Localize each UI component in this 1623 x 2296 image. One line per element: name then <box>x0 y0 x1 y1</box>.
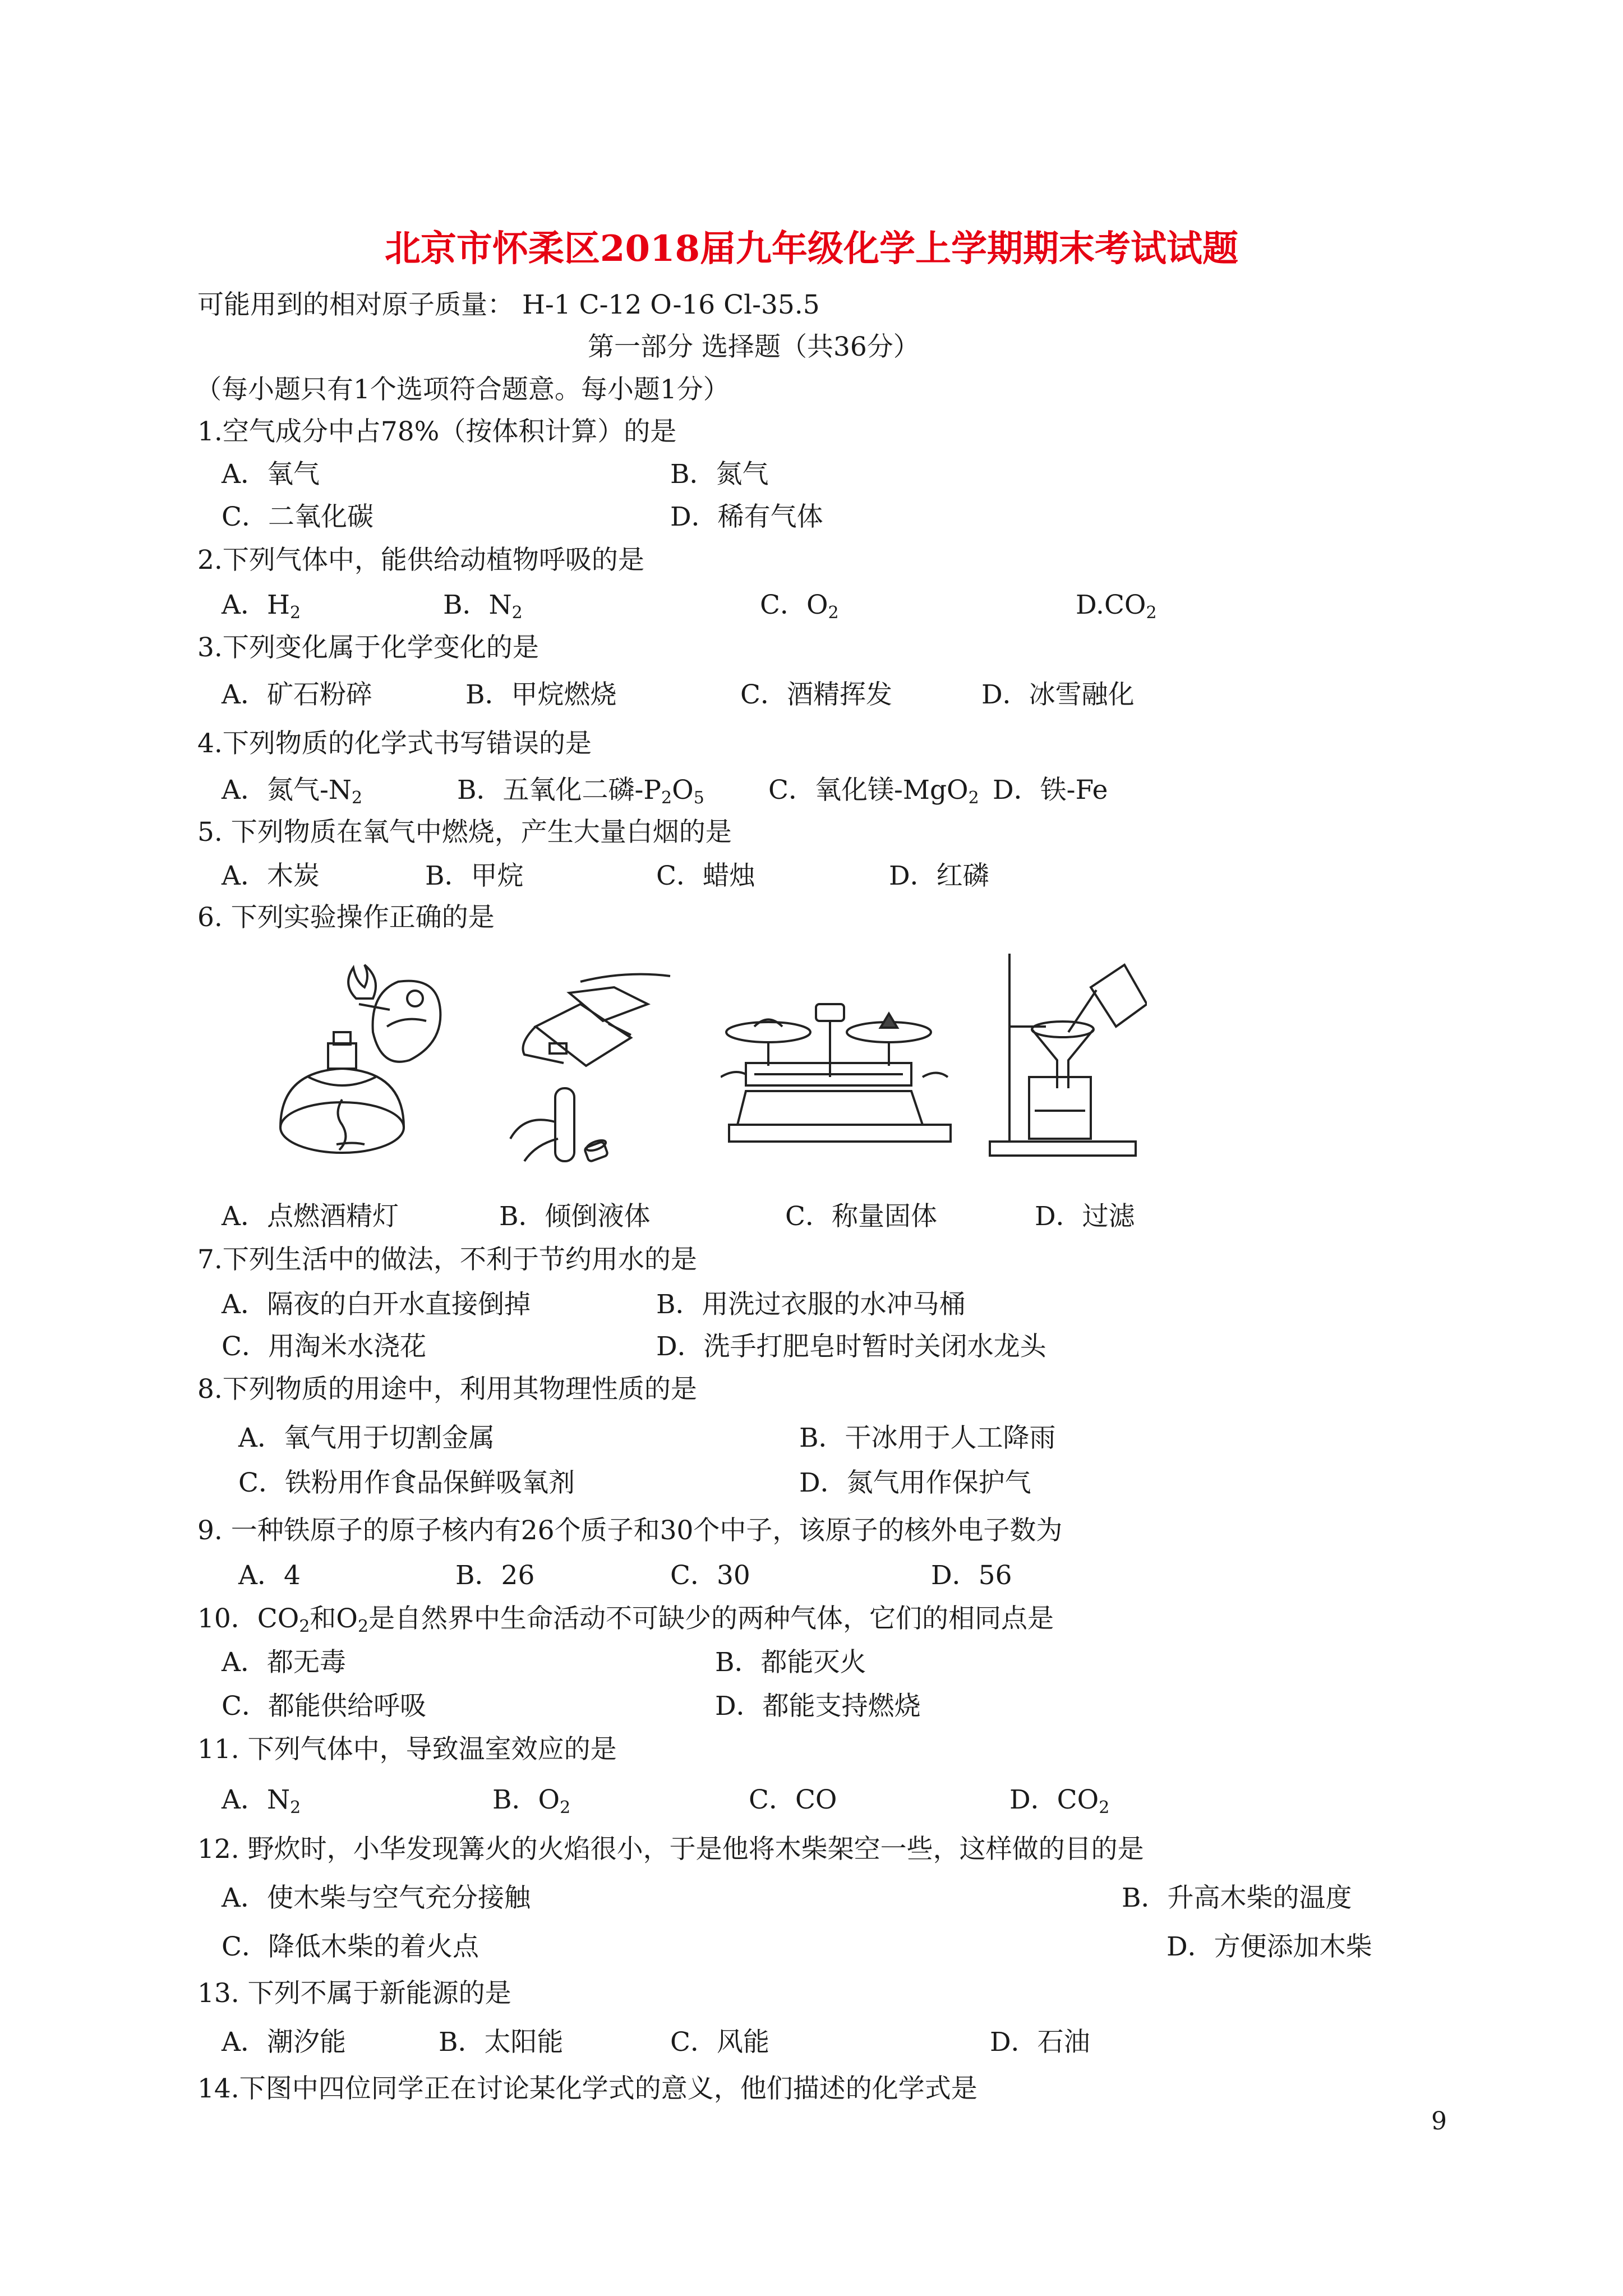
q3-option-b: B．甲烷燃烧 <box>465 679 617 710</box>
part-heading: 第一部分 选择题（共36分） <box>588 332 920 362</box>
q1-option-d: D．稀有气体 <box>670 501 823 532</box>
q13-option-d: D．石油 <box>990 2027 1090 2058</box>
q5-option-c: C．蜡烛 <box>656 861 755 891</box>
q7-stem: 7.下列生活中的做法，不利于节约用水的是 <box>197 1244 697 1275</box>
q3-option-a: A．矿石粉碎 <box>222 679 372 710</box>
filtration-figure <box>984 948 1147 1167</box>
q5-stem: 5. 下列物质在氧气中燃烧，产生大量白烟的是 <box>197 817 732 848</box>
q7-option-a: A．隔夜的白开水直接倒掉 <box>222 1289 531 1320</box>
q10-option-d: D．都能支持燃烧 <box>715 1691 921 1722</box>
q5-option-d: D．红磷 <box>889 861 989 891</box>
q5-option-b: B．甲烷 <box>425 861 524 891</box>
q6-option-a: A．点燃酒精灯 <box>222 1201 399 1232</box>
q1-option-b: B．氮气 <box>670 459 769 490</box>
q9-option-d: D．56 <box>931 1560 1012 1591</box>
q6-stem: 6. 下列实验操作正确的是 <box>197 902 495 933</box>
q4-option-c: C．氧化镁-MgO$_2$ <box>768 775 979 808</box>
pouring-liquid-figure <box>502 970 687 1172</box>
q8-option-a: A．氧气用于切割金属 <box>238 1423 495 1453</box>
instructions: （每小题只有1个选项符合题意。每小题1分） <box>195 374 730 405</box>
q12-option-b: B．升高木柴的温度 <box>1122 1883 1352 1913</box>
q12-option-a: A．使木柴与空气充分接触 <box>222 1883 531 1913</box>
q4-option-a: A．氮气$-N_2$ <box>222 775 363 808</box>
q11-option-a: A．$N_2$ <box>222 1784 301 1818</box>
q14-stem: 14.下图中四位同学正在讨论某化学式的意义，他们描述的化学式是 <box>197 2073 978 2104</box>
q3-option-c: C．酒精挥发 <box>740 679 892 710</box>
q2-option-c: C．$O_2$ <box>760 590 839 623</box>
q3-option-d: D．冰雪融化 <box>981 679 1135 710</box>
q13-option-c: C．风能 <box>670 2027 769 2058</box>
balance-scale-figure <box>721 993 962 1161</box>
q6-option-b: B．倾倒液体 <box>499 1201 651 1232</box>
q6-option-d: D．过滤 <box>1035 1201 1135 1232</box>
q7-option-b: B．用洗过衣服的水冲马桶 <box>656 1289 966 1320</box>
q13-option-a: A．潮汐能 <box>222 2027 346 2058</box>
q11-option-d: D．$CO_2$ <box>1009 1784 1110 1818</box>
q8-stem: 8.下列物质的用途中，利用其物理性质的是 <box>197 1374 697 1405</box>
q3-stem: 3.下列变化属于化学变化的是 <box>197 632 539 663</box>
q8-option-c: C．铁粉用作食品保鲜吸氧剂 <box>238 1467 575 1498</box>
q13-stem: 13. 下列不属于新能源的是 <box>197 1978 511 2009</box>
q1-option-c: C．二氧化碳 <box>222 501 374 532</box>
q12-option-d: D．方便添加木柴 <box>1166 1931 1372 1962</box>
page-number: 9 <box>1431 2107 1447 2136</box>
q9-option-b: B．26 <box>455 1560 535 1591</box>
q11-option-b: B．$O_2$ <box>492 1784 571 1818</box>
q8-option-b: B．干冰用于人工降雨 <box>799 1423 1056 1453</box>
q5-option-a: A．木炭 <box>222 861 320 891</box>
q1-stem: 1.空气成分中占78%（按体积计算）的是 <box>197 416 677 447</box>
q12-option-c: C．降低木柴的着火点 <box>222 1931 479 1962</box>
alcohol-lamp-figure <box>275 959 449 1167</box>
page-title: 北京市怀柔区2018届九年级化学上学期期末考试试题 <box>384 228 1239 270</box>
q11-stem: 11. 下列气体中，导致温室效应的是 <box>197 1734 617 1765</box>
q7-option-c: C．用淘米水浇花 <box>222 1331 426 1362</box>
q4-option-b: B．五氧化二磷$-P_2O_5$ <box>457 775 704 808</box>
q10-option-b: B．都能灭火 <box>715 1647 866 1678</box>
q2-option-a: A．$H_2$ <box>222 590 301 623</box>
q2-stem: 2.下列气体中，能供给动植物呼吸的是 <box>197 545 644 576</box>
q10-stem: 10．$CO_2$和$O_2$是自然界中生命活动不可缺少的两种气体，它们的相同点是 <box>197 1603 1054 1636</box>
q1-option-a: A．氧气 <box>222 459 320 490</box>
q4-stem: 4.下列物质的化学式书写错误的是 <box>197 728 592 759</box>
q7-option-d: D．洗手打肥皂时暂时关闭水龙头 <box>656 1331 1046 1362</box>
q10-option-c: C．都能供给呼吸 <box>222 1691 426 1722</box>
q8-option-d: D．氮气用作保护气 <box>799 1467 1031 1498</box>
q9-option-c: C．30 <box>670 1560 750 1591</box>
q10-option-a: A．都无毒 <box>222 1647 346 1678</box>
q9-stem: 9. 一种铁原子的原子核内有26个质子和30个中子，该原子的核外电子数为 <box>197 1515 1063 1546</box>
q13-option-b: B．太阳能 <box>439 2027 564 2058</box>
q11-option-c: C．CO <box>749 1784 837 1815</box>
q4-option-d: D．铁-Fe <box>993 775 1108 806</box>
q2-option-d: $D.CO_2$ <box>1076 590 1157 623</box>
atomic-masses: 可能用到的相对原子质量： H-1 C-12 O-16 Cl-35.5 <box>197 289 820 320</box>
q2-option-b: B．$N_2$ <box>443 590 523 623</box>
q9-option-a: A．4 <box>238 1560 301 1591</box>
q12-stem: 12. 野炊时，小华发现篝火的火焰很小，于是他将木柴架空一些，这样做的目的是 <box>197 1834 1144 1865</box>
q6-option-c: C．称量固体 <box>785 1201 937 1232</box>
